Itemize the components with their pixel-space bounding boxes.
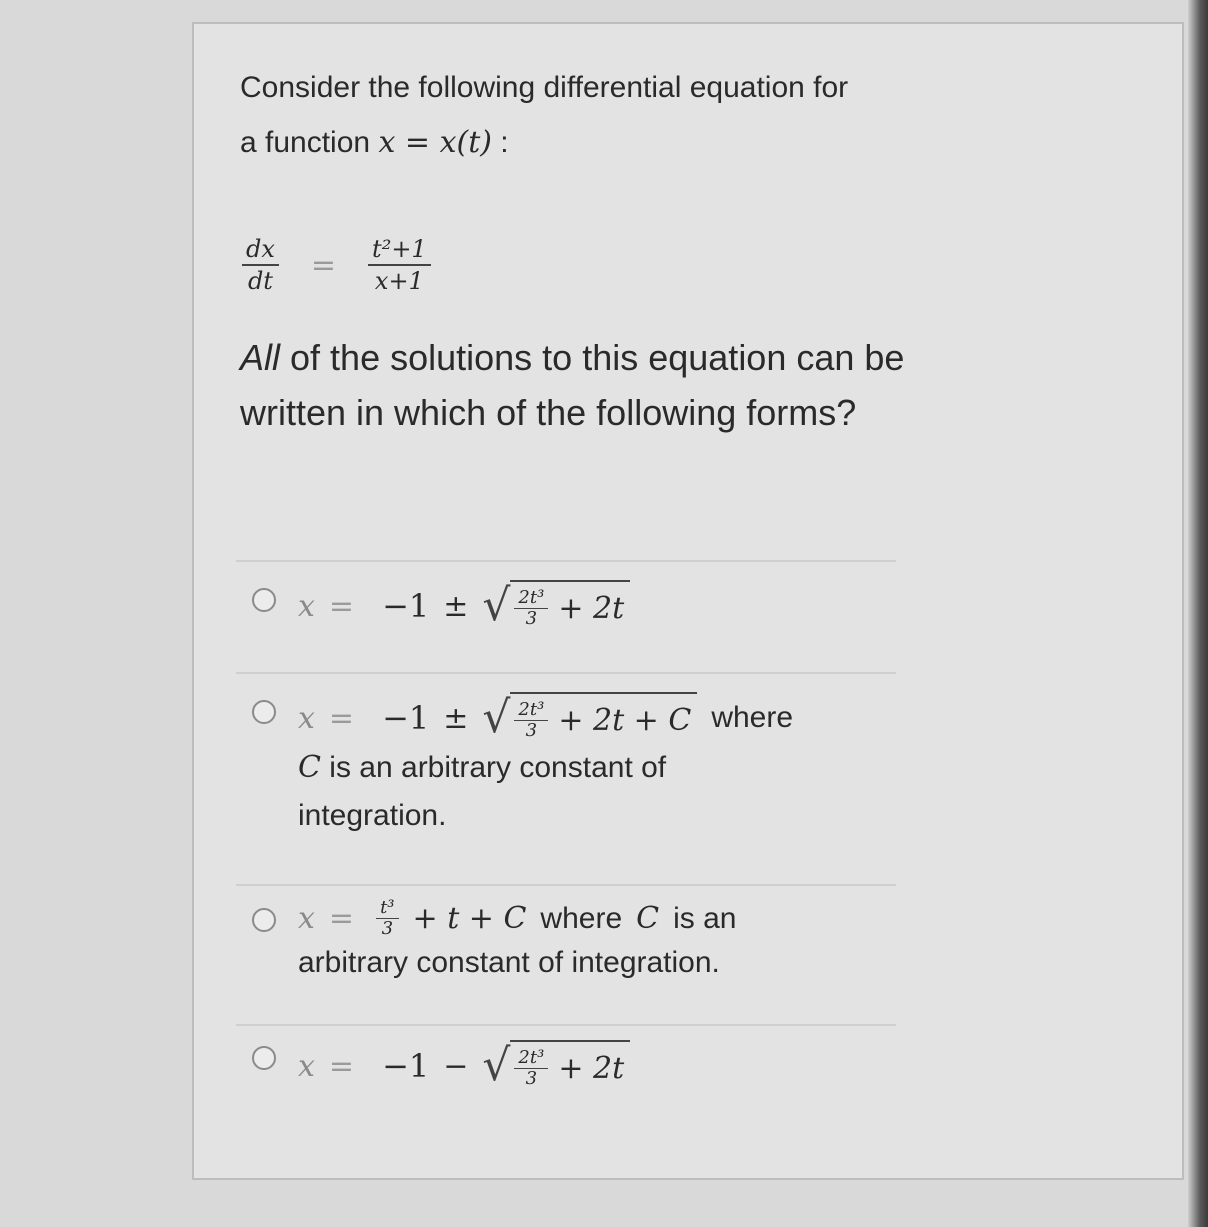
square-root: √ $\frac{\text{2t³}}{3}$ + 2t [482, 580, 630, 632]
option-3[interactable]: x = $\frac{\text{t³}}{3}$ + t + C where C is an arbitrary constant of integration. [298, 897, 737, 979]
question-prompt: All of the solutions to this equation can be written in which of the following forms? [240, 337, 905, 433]
divider [236, 1024, 896, 1026]
lhs-fraction: $\frac{dx}{dt}$ [242, 234, 279, 296]
question-intro [240, 60, 920, 170]
option-1[interactable]: x = −1 ± √ $\frac{\text{2t³}}{3}$ + 2t [298, 580, 630, 632]
option-3-radio[interactable] [252, 908, 276, 932]
equals-sign: = [310, 247, 337, 283]
differential-equation [242, 225, 431, 305]
option-4[interactable]: x = −1 − √ $\frac{\text{2t³}}{3}$ + 2t [298, 1040, 630, 1092]
divider [236, 560, 896, 562]
divider [236, 884, 896, 886]
intro-line-2: a function x = x(t) : [240, 125, 509, 160]
intro-math: x = x(t) [378, 125, 492, 160]
option-1-radio[interactable] [252, 588, 276, 612]
rhs-fraction: $\frac{\text{t²+1}}{x+1}$ [368, 234, 431, 296]
option-2[interactable]: x = −1 ± √ $\frac{\text{2t³}}{3}$ + 2t + C where C is an arbitrary constant of integration. [298, 692, 794, 832]
square-root: √ $\frac{\text{2t³}}{3}$ + 2t [482, 1040, 630, 1092]
option-4-radio[interactable] [252, 1046, 276, 1070]
intro-line-1: Consider the following differential equation for [240, 71, 849, 104]
option-2-radio[interactable] [252, 700, 276, 724]
monitor-bezel [1188, 0, 1208, 1227]
square-root: √ $\frac{\text{2t³}}{3}$ + 2t + C [482, 692, 697, 744]
divider [236, 672, 896, 674]
